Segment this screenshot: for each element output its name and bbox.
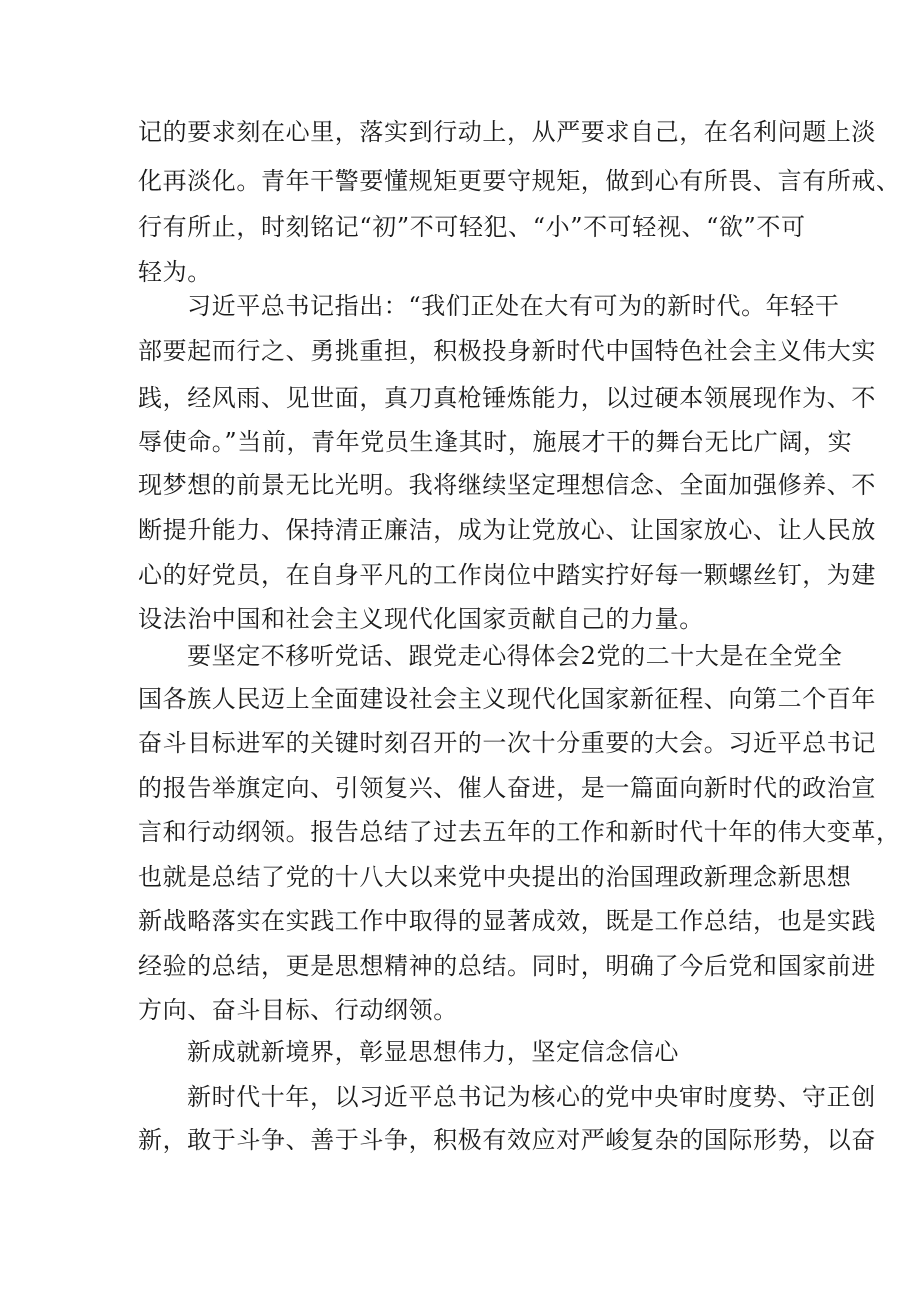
text-line: 方向、奋斗目标、行动纲领。 bbox=[138, 996, 458, 1024]
text-line: 习近平总书记指出：“我们正处在大有可为的新时代。年轻干 bbox=[187, 292, 840, 320]
text-line: 新，敢于斗争、善于斗争，积极有效应对严峻复杂的国际形势，以奋 bbox=[138, 1126, 876, 1154]
text-line: 经验的总结，更是思想精神的总结。同时，明确了今后党和国家前进 bbox=[138, 952, 876, 980]
text-line: 新时代十年，以习近平总书记为核心的党中央审时度势、守正创 bbox=[187, 1083, 876, 1111]
text-line: 辱使命。”当前，青年党员生逢其时，施展才干的舞台无比广阔，实 bbox=[138, 428, 853, 456]
text-line: 行有所止，时刻铭记“初”不可轻犯、“小”不可轻视、“欲”不可 bbox=[138, 213, 806, 241]
text-line: 化再淡化。青年干警要懂规矩更要守规矩，做到心有所畏、言有所戒、 bbox=[138, 167, 901, 195]
text-line: 新成就新境界，彰显思想伟力，坚定信念信心 bbox=[187, 1038, 679, 1066]
text-line: 国各族人民迈上全面建设社会主义现代化国家新征程、向第二个百年 bbox=[138, 685, 876, 713]
text-line: 心的好党员，在自身平凡的工作岗位中踏实拧好每一颗螺丝钉，为建 bbox=[138, 561, 876, 589]
text-line: 现梦想的前景无比光明。我将继续坚定理想信念、全面加强修养、不 bbox=[138, 471, 876, 499]
text-line: 践，经风雨、见世面，真刀真枪锤炼能力，以过硬本领展现作为、不 bbox=[138, 384, 876, 412]
text-line: 设法治中国和社会主义现代化国家贡献自己的力量。 bbox=[138, 605, 704, 633]
text-line: 记的要求刻在心里，落实到行动上，从严要求自己，在名利问题上淡 bbox=[138, 118, 876, 146]
text-line: 新战略落实在实践工作中取得的显著成效，既是工作总结，也是实践 bbox=[138, 907, 876, 935]
text-line: 断提升能力、保持清正廉洁，成为让党放心、让国家放心、让人民放 bbox=[138, 516, 876, 544]
text-line: 轻为。 bbox=[138, 258, 212, 286]
text-line: 也就是总结了党的十八大以来党中央提出的治国理政新理念新思想 bbox=[138, 863, 852, 891]
text-line: 部要起而行之、勇挑重担，积极投身新时代中国特色社会主义伟大实 bbox=[138, 337, 876, 365]
text-line: 要坚定不移听党话、跟党走心得体会2党的二十大是在全党全 bbox=[187, 642, 843, 670]
text-line: 奋斗目标进军的关键时刻召开的一次十分重要的大会。习近平总书记 bbox=[138, 729, 876, 757]
text-line: 的报告举旗定向、引领复兴、催人奋进，是一篇面向新时代的政治宣 bbox=[138, 774, 876, 802]
text-line: 言和行动纲领。报告总结了过去五年的工作和新时代十年的伟大变革， bbox=[138, 818, 901, 846]
